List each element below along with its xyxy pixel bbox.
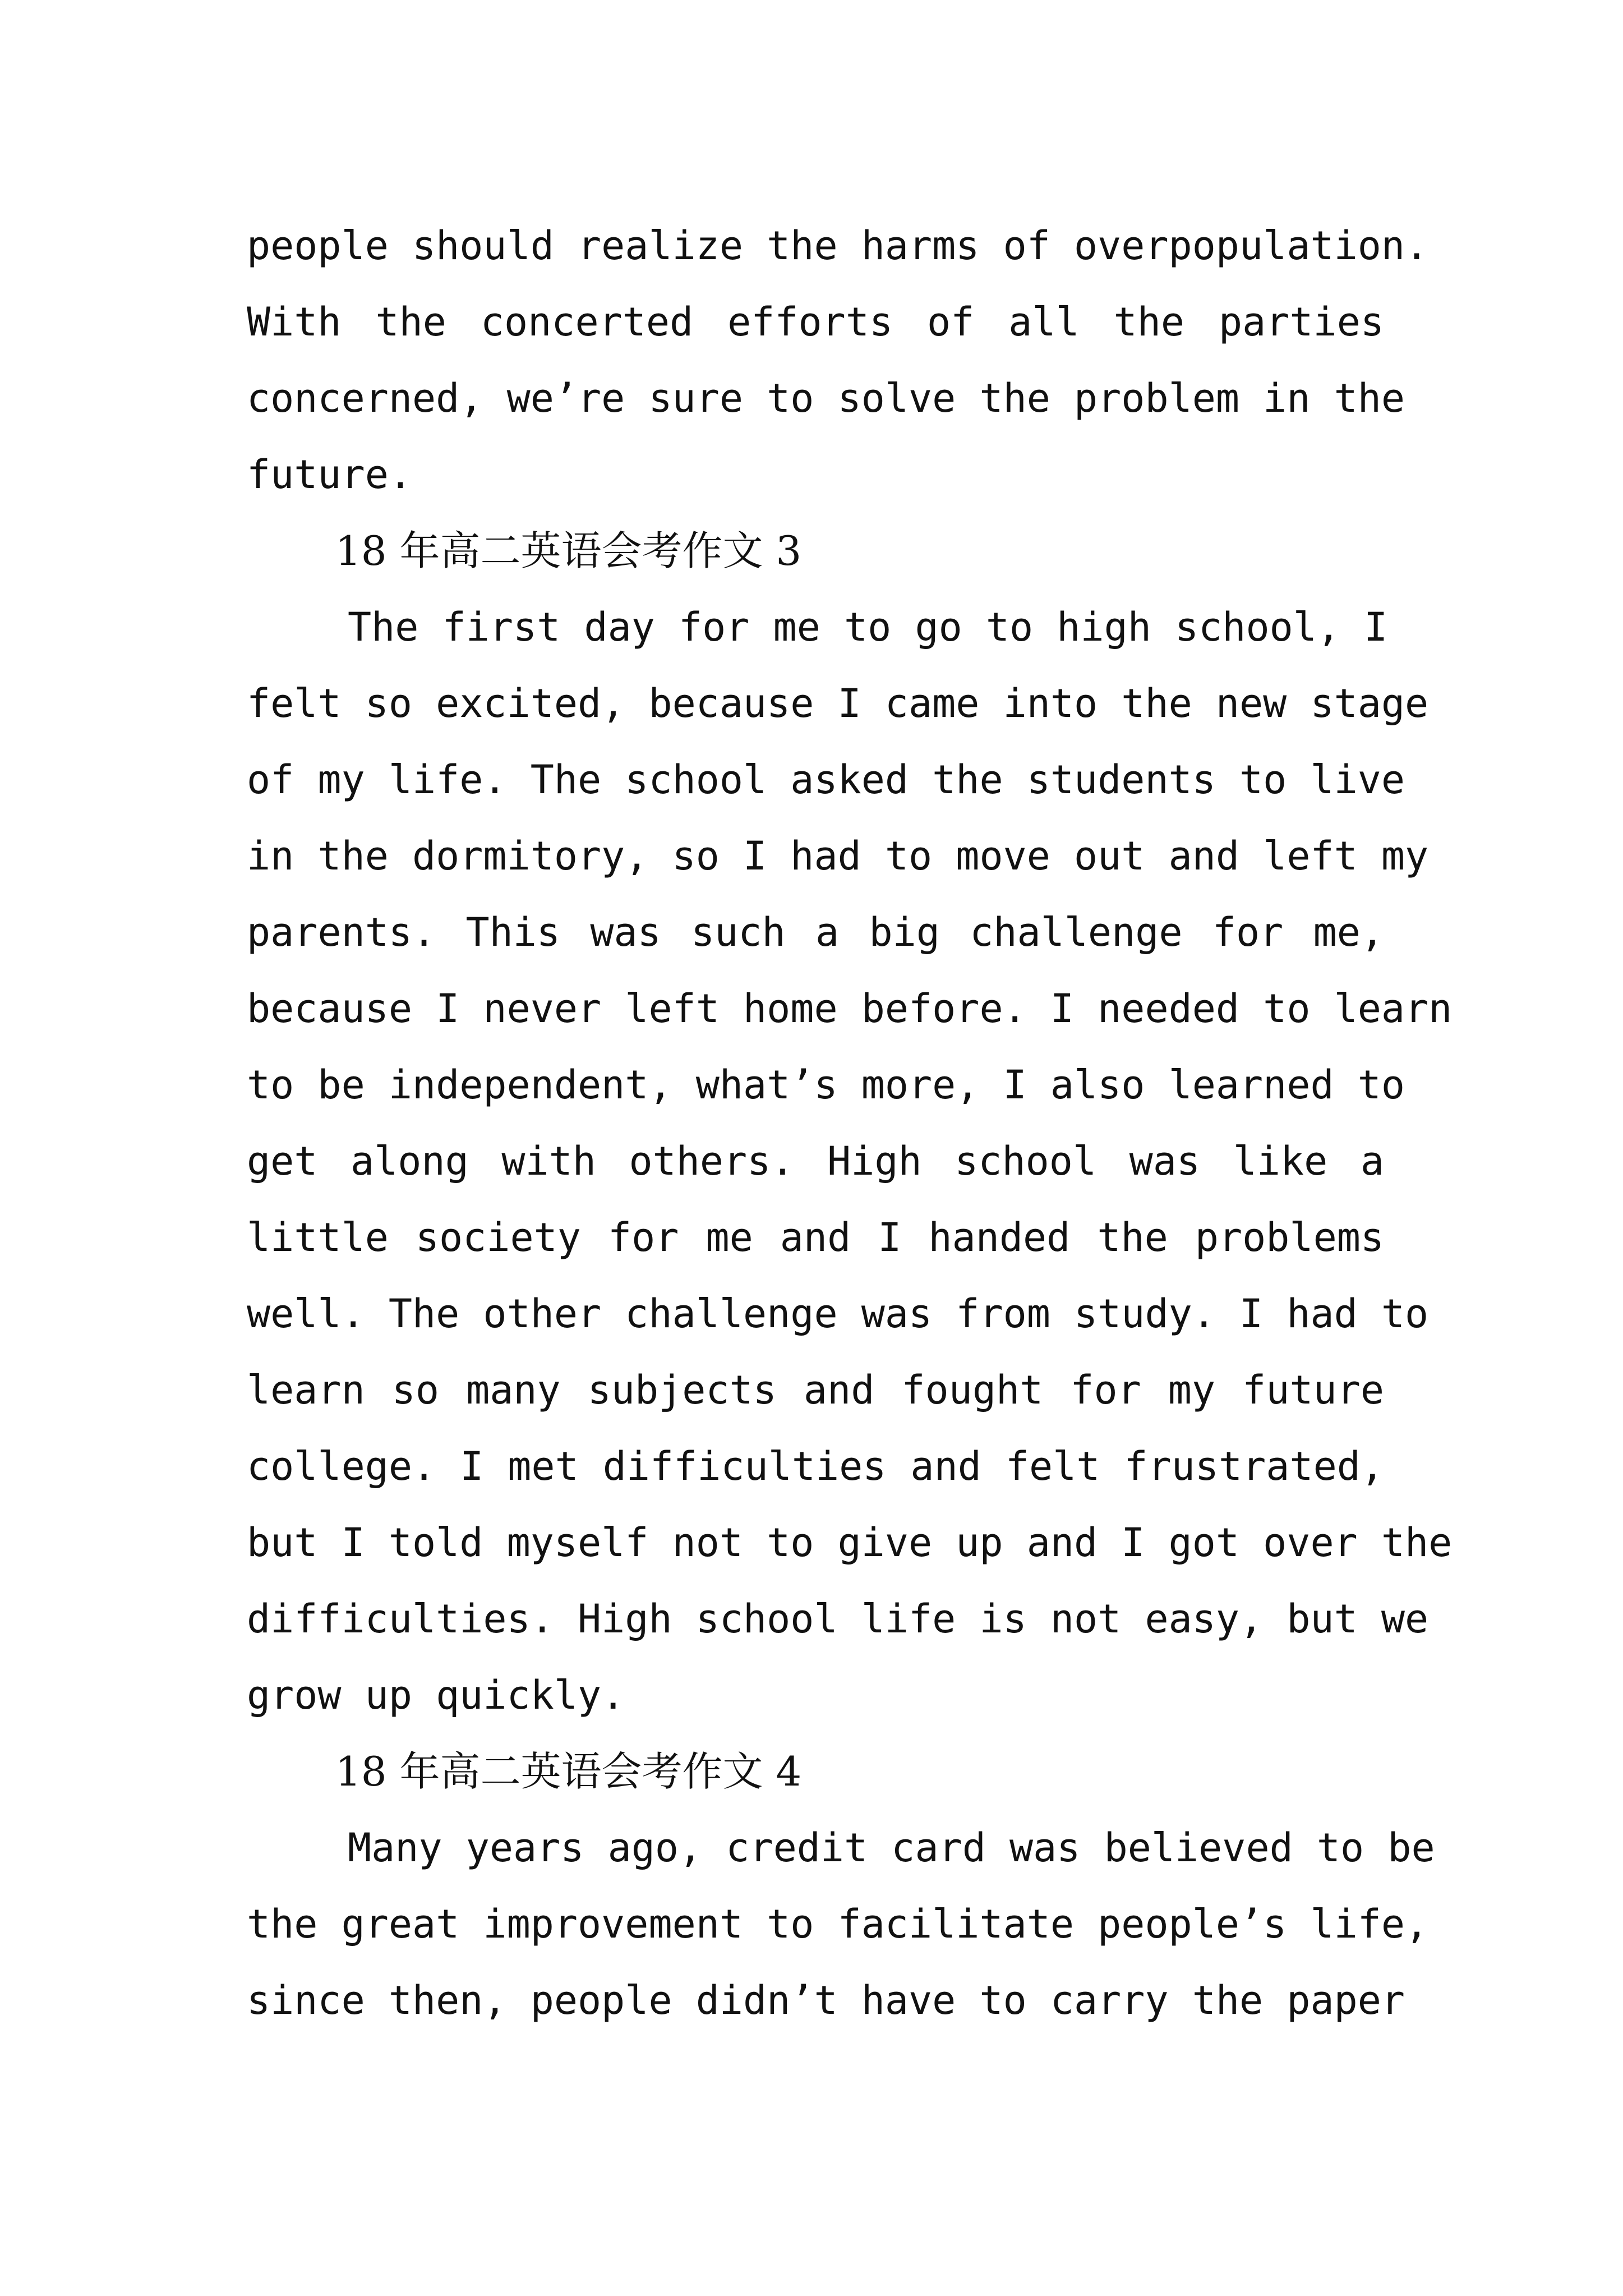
- paragraph-line: Many years ago, credit card was believed to be: [348, 1825, 1435, 1871]
- paragraph-line: the great improvement to facilitate people’s life,: [247, 1901, 1429, 1947]
- paragraph-line: college. I met difficulties and felt frustrated,: [247, 1443, 1384, 1489]
- paragraph-line: learn so many subjects and fought for my future: [247, 1367, 1384, 1413]
- paragraph-line: With the concerted efforts of all the parties: [247, 299, 1384, 345]
- paragraph-line: concerned, we’re sure to solve the problem in the: [247, 375, 1405, 421]
- paragraph-line: parents. This was such a big challenge for me,: [247, 909, 1384, 955]
- paragraph-line: to be independent, what’s more, I also learned to: [247, 1062, 1405, 1108]
- paragraph-line: get along with others. High school was like a: [247, 1138, 1384, 1184]
- paragraph-line: little society for me and I handed the problems: [247, 1214, 1384, 1260]
- paragraph-line: grow up quickly.: [247, 1672, 625, 1718]
- paragraph-line: because I never left home before. I needed to learn: [247, 986, 1453, 1032]
- paragraph-line: felt so excited, because I came into the new stage: [247, 680, 1429, 726]
- paragraph-line: of my life. The school asked the students to live: [247, 757, 1405, 803]
- paragraph-line: The first day for me to go to high school, I: [348, 604, 1388, 650]
- paragraph-line: people should realize the harms of overpopulation.: [247, 223, 1429, 269]
- section-heading: 18 年高二英语会考作文 3: [335, 527, 802, 574]
- paragraph-line: well. The other challenge was from study. I had to: [247, 1291, 1429, 1337]
- section-heading: 18 年高二英语会考作文 4: [335, 1748, 802, 1795]
- paragraph-line: difficulties. High school life is not easy, but we: [247, 1596, 1429, 1642]
- paragraph-line: since then, people didn’t have to carry the paper: [247, 1977, 1405, 2023]
- paragraph-line: in the dormitory, so I had to move out and left my: [247, 833, 1429, 879]
- paragraph-line: future.: [247, 452, 413, 498]
- paragraph-line: but I told myself not to give up and I got over the: [247, 1520, 1453, 1566]
